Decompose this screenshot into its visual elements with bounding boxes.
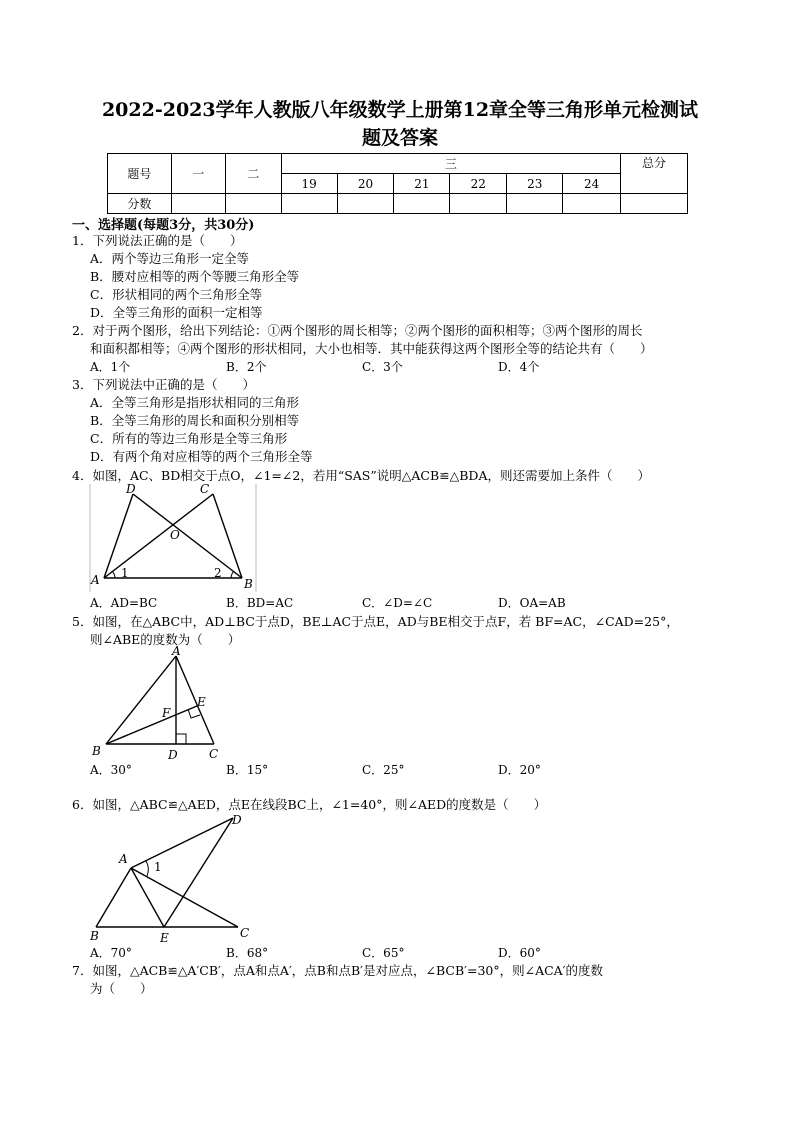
- q2-options: [90, 358, 690, 376]
- q6-label-a: A: [119, 852, 128, 866]
- q6-option-b: B．68°: [226, 946, 269, 960]
- q4-options: [90, 594, 690, 612]
- q2-option-d: D．4个: [498, 360, 540, 374]
- header-q20: 20: [337, 174, 394, 194]
- q6-label-e: E: [160, 931, 169, 944]
- q5-option-b: B．15°: [226, 763, 269, 777]
- q4-option-b: B．BD=AC: [226, 596, 294, 610]
- q2-option-a: A．1个: [90, 360, 131, 374]
- q4-label-a: A: [91, 573, 100, 587]
- q7-stem-1: 7．如图，△ACB≌△A′CB′，点A和点A′，点B和点B′是对应点，∠BCB′=30°，则∠ACA′的度数: [72, 963, 604, 978]
- q3-option-b: B．全等三角形的周长和面积分别相等: [90, 413, 300, 428]
- q6-label-d: D: [232, 813, 242, 827]
- q3-option-d: D．有两个角对应相等的两个三角形全等: [90, 449, 313, 464]
- q6-label-b: B: [90, 929, 99, 943]
- score-cell[interactable]: [394, 194, 450, 214]
- q6-option-a: A．70°: [90, 946, 132, 960]
- q4-label-c: C: [200, 484, 210, 496]
- q4-stem: 4．如图，AC、BD相交于点O，∠1=∠2，若用“SAS”说明△ACB≌△BDA，则还需要加上条件（ ）: [72, 468, 650, 483]
- header-tihao: 题号: [108, 154, 172, 194]
- q5-label-d: D: [168, 748, 178, 762]
- exam-title: [60, 96, 740, 152]
- header-zongfen: 总分: [621, 154, 688, 194]
- q6-figure: [88, 812, 258, 944]
- q5-option-d: D．20°: [498, 763, 541, 777]
- q5-stem-2: 则∠ABE的度数为（ ）: [90, 632, 241, 647]
- q5-option-c: C．25°: [362, 763, 405, 777]
- q5-label-c: C: [209, 747, 219, 761]
- q6-stem: 6．如图，△ABC≌△AED，点E在线段BC上，∠1=40°，则∠AED的度数是（ ）: [72, 797, 547, 812]
- q6-label-c: C: [240, 926, 250, 940]
- q1-option-a: A．两个等边三角形一定全等: [90, 251, 250, 266]
- q1-option-b: B．腰对应相等的两个等腰三角形全等: [90, 269, 300, 284]
- q5-label-a: A: [172, 646, 181, 658]
- q5-label-f: F: [162, 706, 171, 720]
- q2-stem-1: 2．对于两个图形，给出下列结论：①两个图形的周长相等；②两个图形的面积相等；③两个图形的周长: [72, 323, 643, 338]
- q4-angle-2: 2: [214, 566, 222, 580]
- q6-angle-1: 1: [154, 860, 162, 874]
- header-q21: 21: [394, 174, 450, 194]
- q6-options: [90, 944, 690, 962]
- q4-option-d: D．OA=AB: [498, 596, 566, 610]
- score-cell[interactable]: [337, 194, 394, 214]
- q6-option-c: C．65°: [362, 946, 405, 960]
- q5-option-a: A．30°: [90, 763, 132, 777]
- q4-label-o: O: [170, 528, 180, 542]
- section-heading: 一、选择题(每题3分，共30分): [72, 218, 255, 233]
- header-q24: 24: [563, 174, 621, 194]
- q3-option-a: A．全等三角形是指形状相同的三角形: [90, 395, 300, 410]
- score-cell[interactable]: [450, 194, 507, 214]
- q7-stem-2: 为（ ）: [90, 981, 153, 996]
- score-cell[interactable]: [621, 194, 688, 214]
- q5-options: [90, 761, 690, 779]
- score-table: [107, 153, 688, 214]
- q6-option-d: D．60°: [498, 946, 541, 960]
- score-cell[interactable]: [225, 194, 281, 214]
- score-cell[interactable]: [171, 194, 225, 214]
- q1-option-d: D．全等三角形的面积一定相等: [90, 305, 263, 320]
- q4-angle-1: 1: [121, 566, 129, 580]
- q5-stem-1: 5．如图，在△ABC中，AD⊥BC于点D，BE⊥AC于点E，AD与BE相交于点F，若 BF=AC，∠CAD=25°，: [72, 614, 679, 629]
- q2-stem-2: 和面积都相等；④两个图形的形状相同，大小也相等．其中能获得这两个图形全等的结论共有（ ）: [90, 341, 653, 356]
- score-cell[interactable]: [507, 194, 563, 214]
- q2-option-b: B．2个: [226, 360, 267, 374]
- q2-option-c: C．3个: [362, 360, 403, 374]
- score-cell[interactable]: [563, 194, 621, 214]
- q4-figure: [88, 484, 258, 594]
- header-q19: 19: [281, 174, 337, 194]
- q4-label-d: D: [126, 484, 136, 496]
- title-line-2: 题及答案: [361, 127, 438, 149]
- q1-option-c: C．形状相同的两个三角形全等: [90, 287, 263, 302]
- row-fenshu: 分数: [108, 194, 172, 214]
- header-two: 二: [225, 154, 281, 194]
- header-one: 一: [171, 154, 225, 194]
- q5-figure: [88, 646, 228, 764]
- header-q23: 23: [507, 174, 563, 194]
- q4-label-b: B: [244, 577, 253, 591]
- q3-option-c: C．所有的等边三角形是全等三角形: [90, 431, 288, 446]
- q1-stem: 1．下列说法正确的是（ ）: [72, 233, 243, 248]
- title-line-1: 2022-2023学年人教版八年级数学上册第12章全等三角形单元检测试: [101, 99, 699, 121]
- header-three: 三: [281, 154, 620, 174]
- q5-label-e: E: [197, 695, 206, 709]
- header-q22: 22: [450, 174, 507, 194]
- q4-option-a: A．AD=BC: [90, 596, 158, 610]
- score-cell[interactable]: [281, 194, 337, 214]
- q5-label-b: B: [92, 744, 101, 758]
- q3-stem: 3．下列说法中正确的是（ ）: [72, 377, 255, 392]
- q4-option-c: C．∠D=∠C: [362, 596, 433, 610]
